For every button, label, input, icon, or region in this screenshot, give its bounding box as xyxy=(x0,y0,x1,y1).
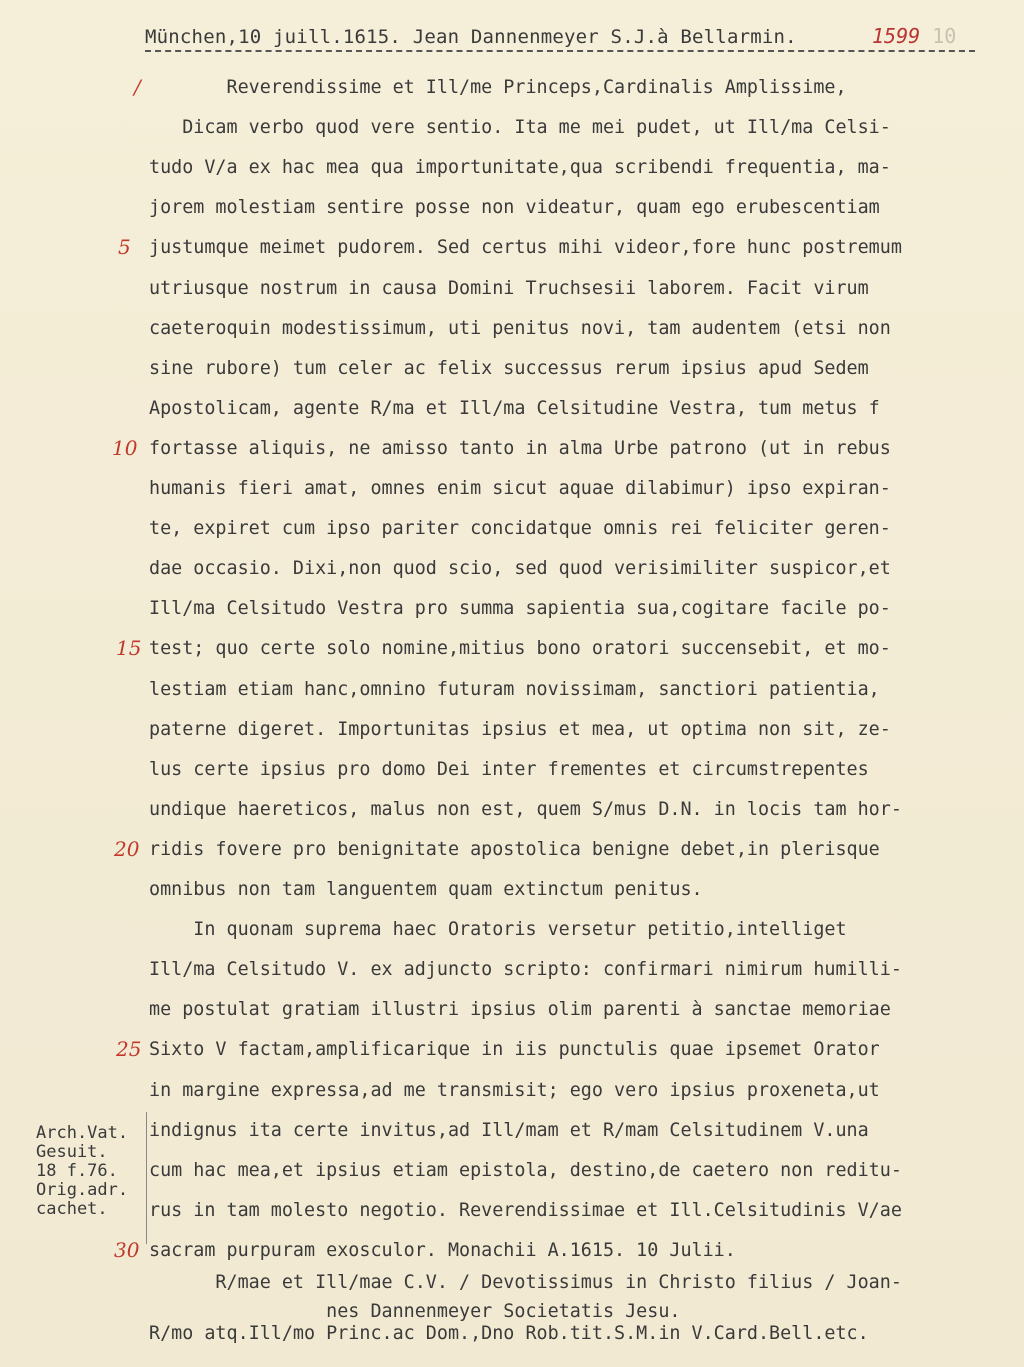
line-number-marker: 15 xyxy=(116,636,142,661)
line-number-marker: 20 xyxy=(114,836,140,861)
text-line: sacram purpuram exosculor. Monachii A.1615. 10 Julii. xyxy=(149,1239,736,1261)
text-line: lestiam etiam hanc,omnino futuram novissimam, sanctiori patientia, xyxy=(149,678,880,700)
text-line: undique haereticos, malus non est, quem S/mus D.N. in locis tam hor- xyxy=(149,798,902,820)
text-line: in margine expressa,ad me transmisit; ego vero ipsius proxeneta,ut xyxy=(149,1079,880,1101)
line-number-marker: / xyxy=(134,75,141,99)
text-line: sine rubore) tum celer ac felix successus rerum ipsius apud Sedem xyxy=(149,357,869,379)
text-line: utriusque nostrum in causa Domini Truchsesii laborem. Facit virum xyxy=(149,277,869,299)
line-number-marker: 30 xyxy=(114,1237,140,1262)
document-header: München,10 juill.1615. Jean Dannenmeyer S.J.à Bellarmin. xyxy=(145,26,797,48)
text-line: Dicam verbo quod vere sentio. Ita me mei pudet, ut Ill/ma Celsi- xyxy=(149,117,891,139)
text-line: caeteroquin modestissimum, uti penitus novi, tam audentem (etsi non xyxy=(149,317,891,339)
page-number xyxy=(872,24,956,48)
archive-margin-bar xyxy=(146,1112,147,1244)
text-line: cum hac mea,et ipsius etiam epistola, destino,de caetero non reditu- xyxy=(149,1159,902,1181)
text-line: Apostolicam, agente R/ma et Ill/ma Celsitudine Vestra, tum metus f xyxy=(149,397,880,419)
text-line: dae occasio. Dixi,non quod scio, sed quod verisimiliter suspicor,et xyxy=(149,558,891,580)
text-line: te, expiret cum ipso pariter concidatque omnis rei feliciter geren- xyxy=(149,518,891,540)
text-line: tudo V/a ex hac mea qua importunitate,qua scribendi frequentia, ma- xyxy=(149,157,891,179)
text-line: justumque meimet pudorem. Sed certus mihi videor,fore hunc postremum xyxy=(149,237,902,259)
page-number-primary: 1599 xyxy=(872,24,921,48)
text-line: Ill/ma Celsitudo Vestra pro summa sapientia sua,cogitare facile po- xyxy=(149,598,891,620)
text-line: fortasse aliquis, ne amisso tanto in alma Urbe patrono (ut in rebus xyxy=(149,437,891,459)
page-number-faint: 10 xyxy=(932,24,957,48)
text-line: Ill/ma Celsitudo V. ex adjuncto scripto: confirmari nimirum humilli- xyxy=(149,959,902,981)
text-line: ridis fovere pro benignitate apostolica benigne debet,in plerisque xyxy=(149,838,880,860)
text-line: me postulat gratiam illustri ipsius olim parenti à sanctae memoriae xyxy=(149,999,891,1021)
text-line: Reverendissime et Ill/me Princeps,Cardinalis Amplissime, xyxy=(149,77,847,98)
line-number-marker: 25 xyxy=(116,1037,142,1062)
text-line: In quonam suprema haec Oratoris versetur petitio,intelliget xyxy=(149,919,847,941)
text-line: test; quo certe solo nomine,mitius bono oratori succensebit, et mo- xyxy=(149,638,891,660)
line-number-marker: 5 xyxy=(118,235,131,260)
line-number-marker: 10 xyxy=(112,435,138,460)
closing-line: R/mae et Ill/mae C.V. / Devotissimus in Christo filius / Joan- xyxy=(149,1272,902,1293)
text-line: paterne digeret. Importunitas ipsius et mea, ut optima non sit, ze- xyxy=(149,718,891,740)
text-line: lus certe ipsius pro domo Dei inter frementes et circumstrepentes xyxy=(149,758,869,780)
closing-line: R/mo atq.Ill/mo Princ.ac Dom.,Dno Rob.tit.S.M.in V.Card.Bell.etc. xyxy=(149,1323,869,1344)
text-line: Sixto V factam,amplificarique in iis punctulis quae ipsemet Orator xyxy=(149,1039,880,1061)
text-line: omnibus non tam languentem quam extinctum penitus. xyxy=(149,879,703,900)
header-rule xyxy=(145,50,975,52)
text-line: humanis fieri amat, omnes enim sicut aquae dilabimur) ipso expiran- xyxy=(149,478,891,499)
archive-reference: Arch.Vat. Gesuit. 18 f.76. Orig.adr. cachet. xyxy=(36,1123,129,1219)
closing-line: nes Dannenmeyer Societatis Jesu. xyxy=(149,1301,681,1322)
text-line: indignus ita certe invitus,ad Ill/mam et R/mam Celsitudinem V.una xyxy=(149,1119,869,1141)
text-line: rus in tam molesto negotio. Reverendissimae et Ill.Celsitudinis V/ae xyxy=(149,1199,902,1221)
text-line: jorem molestiam sentire posse non videatur, quam ego erubescentiam xyxy=(149,197,880,219)
